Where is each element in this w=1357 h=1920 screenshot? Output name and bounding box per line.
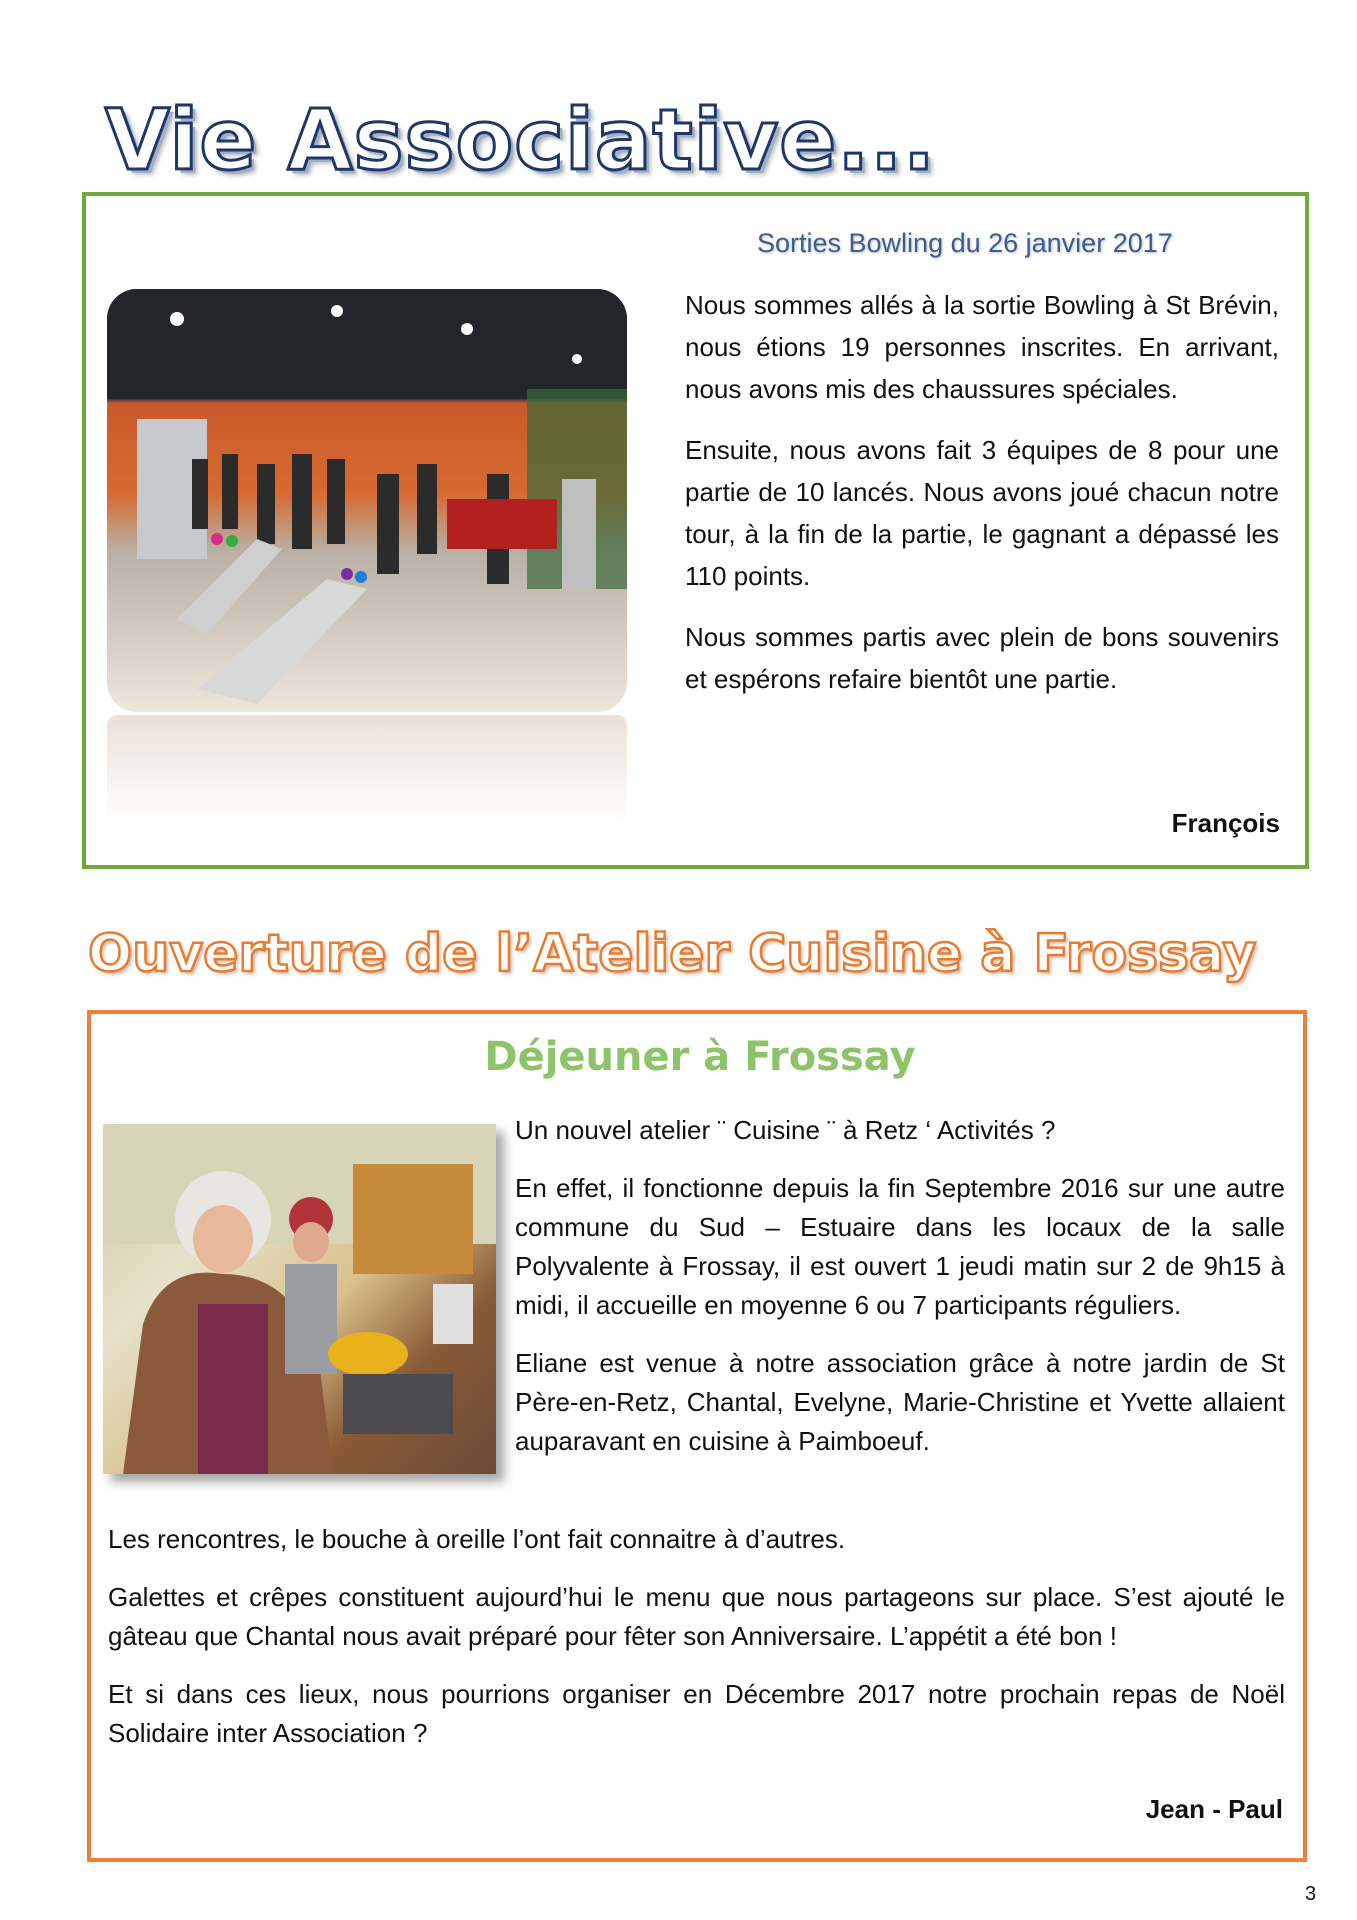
paragraph: Nous sommes allés à la sortie Bowling à St Brévin, nous étions 19 personnes inscrites. En arrivant, nous avons mis des chaussures spéciales. [685, 290, 1279, 404]
bowling-article-signature: François [1171, 808, 1280, 838]
paragraph: Galettes et crêpes constituent aujourd’hui le menu que nous partageons sur place. S’est ajouté le gâteau que Chantal nous avait préparé pour fêter son Anniversaire. L’appétit a été bon ! [108, 1582, 1285, 1651]
paragraph: En effet, il fonctionne depuis la fin Septembre 2016 sur une autre commune du Sud – Estuaire dans les locaux de la salle Polyvalente à Frossay, il est ouvert 1 jeudi matin sur 2 de 9h15 à midi, il accueille en moyenne 6 ou 7 participants réguliers. [515, 1173, 1285, 1320]
bowling-photo [107, 289, 627, 712]
cuisine-photo [103, 1124, 496, 1474]
bowling-article-heading: Sorties Bowling du 26 janvier 2017 [757, 228, 1173, 258]
cuisine-article-body [515, 1111, 1285, 1480]
page-title: Vie Associative... [105, 91, 936, 189]
cuisine-scene-illustration [103, 1124, 496, 1474]
paragraph: Nous sommes partis avec plein de bons souvenirs et espérons refaire bientôt une partie. [685, 622, 1279, 694]
bowling-photo-reflection [107, 715, 627, 825]
paragraph: Eliane est venue à notre association grâce à notre jardin de St Père-en-Retz, Chantal, Evelyne, Marie-Christine et Yvette allaient auparavant en cuisine à Paimboeuf. [515, 1348, 1285, 1456]
section-title: Ouverture de l’Atelier Cuisine à Frossay [88, 924, 1257, 984]
paragraph: Les rencontres, le bouche à oreille l’ont fait connaitre à d’autres. [108, 1524, 846, 1554]
page-number: 3 [1305, 1883, 1317, 1905]
bowling-article-body [685, 284, 1279, 719]
bowling-scene-illustration [107, 289, 627, 712]
paragraph: Et si dans ces lieux, nous pourrions organiser en Décembre 2017 notre prochain repas de Noël Solidaire inter Association ? [108, 1679, 1285, 1748]
cuisine-article-body-full [108, 1520, 1285, 1772]
paragraph: Un nouvel atelier ¨ Cuisine ¨ à Retz ‘ Activités ? [515, 1115, 1056, 1145]
paragraph: Ensuite, nous avons fait 3 équipes de 8 pour une partie de 10 lancés. Nous avons joué chacun notre tour, à la fin de la partie, le gagnant a dépassé les 110 points. [685, 435, 1279, 591]
cuisine-article-heading: Déjeuner à Frossay [484, 1034, 916, 1080]
cuisine-article-signature: Jean - Paul [1145, 1794, 1283, 1824]
